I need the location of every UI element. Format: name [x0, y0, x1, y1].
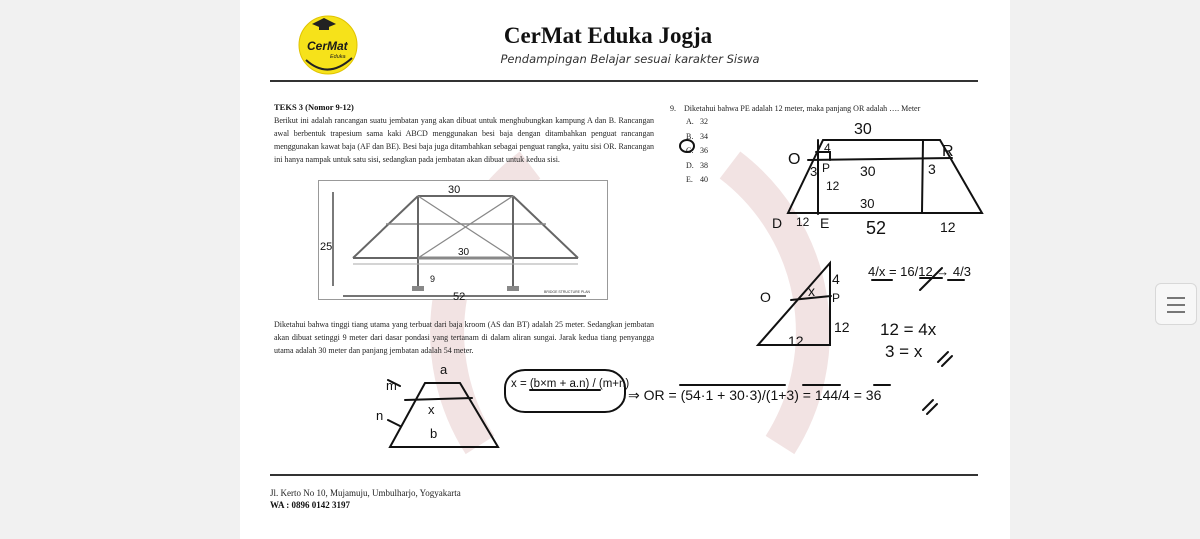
hw-tri-x: x	[808, 283, 815, 299]
diagram-label-top: 30	[448, 184, 461, 196]
hw-trap-D: D	[772, 215, 783, 231]
hw-ratio: 4/x = 16/12 → 4/3	[868, 264, 971, 279]
footer-whatsapp: WA : 0896 0142 3197	[270, 500, 351, 510]
menu-icon[interactable]	[1155, 283, 1197, 325]
option-b: B. 34	[686, 131, 708, 141]
diagram-label-mid: 30	[458, 247, 470, 258]
hw-trap-inner: 30	[860, 196, 875, 211]
answer-options	[686, 115, 708, 188]
hw-trap-52: 52	[866, 218, 887, 238]
hw-tri-12v: 12	[834, 319, 850, 335]
hw-trap-3b: 3	[928, 161, 936, 177]
cermat-logo	[292, 10, 364, 76]
footer-divider	[270, 474, 978, 476]
logo-text: CerMat	[307, 39, 348, 53]
brand-subtitle: Pendampingan Belajar sesuai karakter Siswa	[500, 52, 760, 66]
question-number: 9.	[670, 104, 676, 113]
hw-trap-P: P	[822, 161, 831, 175]
option-a: A. 32	[686, 117, 708, 126]
option-d: D. 38	[686, 160, 708, 170]
hw-trap-12a: 12	[796, 215, 810, 229]
hw-trap-top: 30	[854, 121, 872, 138]
hw-tri-P: P	[832, 291, 841, 305]
section-title: TEKS 3 (Nomor 9-12)	[274, 102, 354, 112]
hw-trap2-n: n	[376, 408, 384, 423]
paragraph-intro: Berikut ini adalah rancangan suatu jembatan yang akan dibuat untuk menghubungkan kampung A dan B. Rancangan awal berbentuk trapesium sama kaki ABCD menggunakan besi baja dengan ditambahkan penguat rancangan menggunakan kawat baja (AF dan BE). Besi baja juga ditambahkan sebagai penguat rangka, yaitu sisi OR. Rancangan ini hanya nampak untuk satu sisi, sedangkan pada jembatan akan dibuat untuk kedua sisi.	[274, 116, 654, 164]
hw-trap-12v: 12	[826, 179, 840, 193]
diagram-label-small: 9	[430, 274, 436, 284]
logo-subtext: Eduka	[330, 54, 346, 60]
hw-trap-R: R	[942, 143, 954, 160]
hw-trap2-b: b	[430, 426, 438, 441]
hw-tri-4: 4	[832, 271, 840, 287]
viewer-left-margin	[0, 0, 240, 539]
hw-calc: ⇒ OR = (54·1 + 30·3)/(1+3) = 144/4 = 36	[628, 387, 882, 403]
hw-formula: x = (b×m + a.n) / (m+n)	[511, 378, 630, 390]
diagram-label-height: 25	[320, 241, 333, 253]
hw-eq1: 12 = 4x	[880, 320, 937, 339]
hw-trap-3a: 3	[810, 164, 818, 179]
hw-trap-E: E	[820, 215, 830, 231]
header-divider	[270, 80, 978, 82]
hw-trap2-x: x	[428, 402, 435, 417]
option-e: E. 40	[686, 175, 708, 184]
viewer-right-margin	[1010, 0, 1200, 539]
question-9	[670, 104, 920, 113]
hw-tri-O: O	[760, 289, 771, 305]
footer-address: Jl. Kerto No 10, Mujamuju, Umbulharjo, Yogyakarta	[270, 488, 461, 498]
bridge-diagram	[318, 180, 608, 300]
hw-trap-mid: 30	[860, 163, 876, 179]
hw-trap-O: O	[788, 151, 801, 168]
option-c: C. 36	[686, 146, 708, 155]
hw-trap2-a: a	[440, 362, 448, 377]
hw-trap2-m: m	[386, 378, 397, 393]
diagram-caption: BRIDGE STRUCTURE PLAN	[544, 290, 591, 294]
question-text: Diketahui bahwa PE adalah 12 meter, maka panjang OR adalah …. Meter	[684, 104, 921, 113]
diagram-label-bottom: 52	[453, 291, 466, 300]
hw-trap-12b: 12	[940, 219, 956, 235]
hw-tri-12h: 12	[788, 333, 804, 349]
hw-trap-4: 4	[824, 141, 831, 155]
hw-eq2: 3 = x	[885, 342, 923, 361]
brand-title: CerMat Eduka Jogja	[503, 23, 713, 48]
paragraph-details: Diketahui bahwa tinggi tiang utama yang terbuat dari baja kroom (AS dan BT) adalah 25 meter. Sedangkan jembatan akan dibuat setinggi 9 meter dari dasar pondasi yang tertanam di dalam aliran sungai. Jarak kedua tiang penyangga utama adalah 30 meter dan panjang jembatan adalah 54 meter.	[274, 320, 654, 355]
document-page	[240, 0, 1010, 539]
